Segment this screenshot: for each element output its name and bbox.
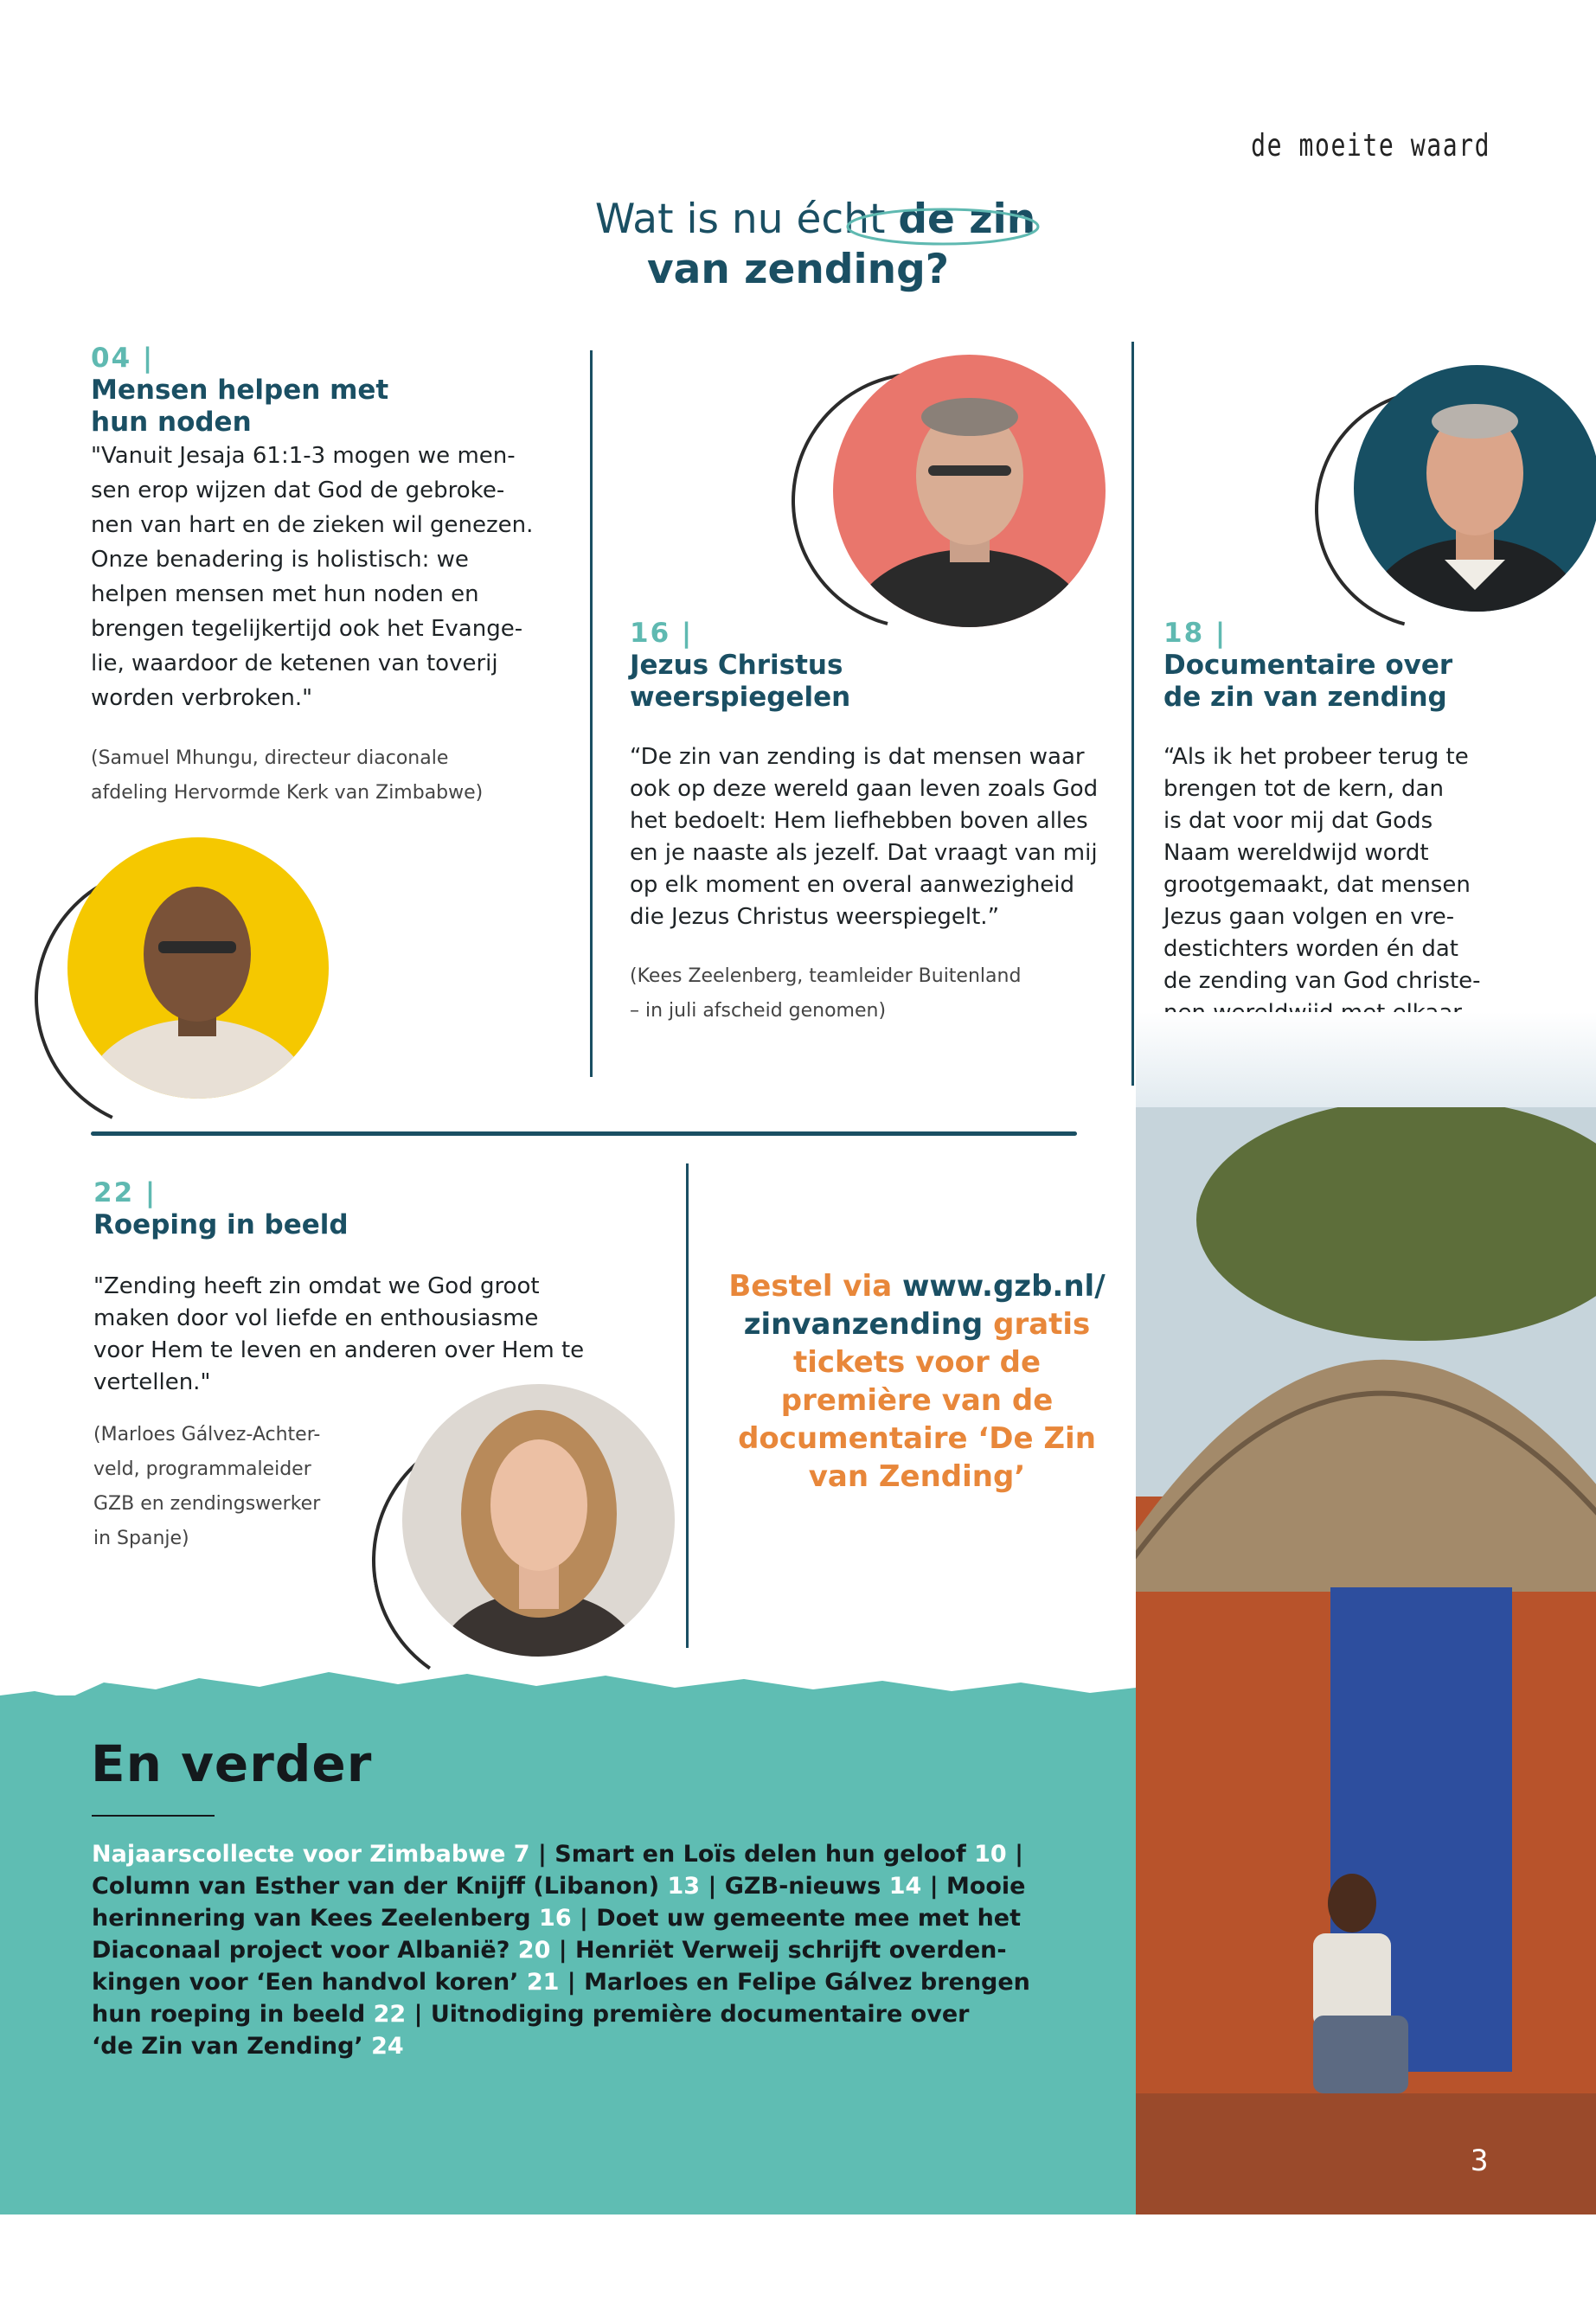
quote-line: is dat voor mij dat Gods xyxy=(1163,808,1433,834)
column-divider xyxy=(590,350,593,1077)
article-number: 04 | xyxy=(91,343,155,374)
column-divider xyxy=(686,1163,689,1648)
toc-line xyxy=(92,1902,1112,1934)
quote-line: het bedoelt: Hem liefhebben boven alles xyxy=(630,808,1088,834)
article-quote xyxy=(91,439,558,715)
toc-highlight: 16 xyxy=(539,1905,572,1932)
portrait-jaap-haasnoot xyxy=(1354,365,1596,612)
person-avatar-icon xyxy=(67,837,329,1099)
quote-line: maken door vol liefde en enthousiasme xyxy=(93,1305,539,1331)
citation-line: – in juli afscheid genomen) xyxy=(630,1000,887,1022)
citation-line: in Spanje) xyxy=(93,1528,189,1549)
portrait-kees-zeelenberg xyxy=(833,355,1106,627)
toc-text: | xyxy=(1006,1841,1023,1868)
quote-line: en je naaste als jezelf. Dat vraagt van mij xyxy=(630,840,1098,866)
article-title-line: weerspiegelen xyxy=(630,682,851,713)
article-number: 16 | xyxy=(630,618,694,649)
article-04 xyxy=(91,342,558,811)
headline-bold: de zin xyxy=(898,195,1036,243)
promo-line: première van de xyxy=(780,1383,1054,1418)
article-title-line: de zin van zending xyxy=(1163,682,1447,713)
toc-highlight: 13 xyxy=(667,1873,701,1900)
quote-line: "Vanuit Jesaja 61:1-3 mogen we men- xyxy=(91,443,516,469)
toc-highlight: 14 xyxy=(888,1873,922,1900)
promo-text-part: gratis xyxy=(983,1307,1091,1342)
citation-line: (Marloes Gálvez-Achter- xyxy=(93,1424,321,1445)
quote-line: Onze benadering is holistisch: we xyxy=(91,547,469,573)
citation-line: afdeling Hervormde Kerk van Zimbabwe) xyxy=(91,782,484,804)
toc-line xyxy=(92,2030,1112,2062)
table-of-contents xyxy=(92,1838,1112,2062)
toc-line xyxy=(92,1934,1112,1966)
toc-text: | Smart en Loïs delen hun geloof xyxy=(529,1841,975,1868)
article-18 xyxy=(1163,617,1527,1061)
promo-line: van Zending’ xyxy=(808,1459,1026,1494)
quote-line: op elk moment en overal aanwezigheid xyxy=(630,872,1075,898)
quote-line: brengen tegelijkertijd ook het Evange- xyxy=(91,616,523,642)
article-title-line: Mensen helpen met xyxy=(91,375,389,406)
page-number: 3 xyxy=(1471,2144,1489,2178)
article-quote xyxy=(630,741,1114,933)
quote-line: nen van hart en de zieken wil genezen. xyxy=(91,512,534,538)
toc-highlight: 22 xyxy=(373,2001,407,2028)
toc-text: | Doet uw gemeente mee met het xyxy=(571,1905,1022,1932)
quote-line: sen erop wijzen dat God de gebroke- xyxy=(91,478,505,503)
headline-light: Wat is nu écht xyxy=(594,195,886,243)
toc-text: herinnering van Kees Zeelenberg xyxy=(92,1905,540,1932)
quote-line: brengen tot de kern, dan xyxy=(1163,776,1444,802)
section-divider xyxy=(91,1131,1077,1136)
article-title-line: hun noden xyxy=(91,407,252,438)
column-divider xyxy=(1131,342,1134,1086)
toc-text: | Marloes en Felipe Gálvez brengen xyxy=(559,1969,1030,1996)
quote-line: voor Hem te leven en anderen over Hem te xyxy=(93,1337,585,1363)
toc-text: kingen voor ‘Een handvol koren’ xyxy=(92,1969,527,1996)
article-title-line: Roeping in beeld xyxy=(93,1209,349,1240)
quote-line: Naam wereldwijd wordt xyxy=(1163,840,1429,866)
promo-text xyxy=(709,1267,1125,1496)
promo-prefix: Bestel via xyxy=(728,1269,902,1304)
en-verder-heading: En verder xyxy=(91,1734,373,1793)
quote-line: lie, waardoor de ketenen van toverij xyxy=(91,651,498,676)
toc-highlight: Najaarscollecte voor Zimbabwe 7 xyxy=(92,1841,530,1868)
quote-line: “Als ik het probeer terug te xyxy=(1163,744,1469,770)
quote-line: vertellen." xyxy=(93,1369,211,1395)
quote-line: "Zending heeft zin omdat we God groot xyxy=(93,1273,540,1299)
portrait-marloes-galvez xyxy=(402,1384,675,1657)
toc-text: | Uitnodiging première documentaire over xyxy=(406,2001,970,2028)
quote-line: destichters worden én dat xyxy=(1163,936,1458,962)
quote-line: worden verbroken." xyxy=(91,685,313,711)
promo-line: documentaire ‘De Zin xyxy=(738,1421,1096,1456)
toc-line xyxy=(92,1838,1112,1870)
article-quote xyxy=(93,1271,630,1399)
quote-line: helpen mensen met hun noden en xyxy=(91,581,479,607)
page-headline xyxy=(0,195,1596,295)
citation-line: (Samuel Mhungu, directeur diaconale xyxy=(91,747,449,769)
article-number: 22 | xyxy=(93,1177,157,1208)
toc-text: | Mooie xyxy=(921,1873,1026,1900)
toc-line xyxy=(92,1966,1112,1998)
article-number: 18 | xyxy=(1163,618,1227,649)
toc-line xyxy=(92,1998,1112,2030)
quote-line: die Jezus Christus weerspiegelt.” xyxy=(630,904,1000,930)
quote-line: ook op deze wereld gaan leven zoals God xyxy=(630,776,1099,802)
portrait-samuel-mhungu xyxy=(67,837,329,1099)
article-citation xyxy=(91,741,558,811)
toc-line xyxy=(92,1870,1112,1902)
toc-text: Diaconaal project voor Albanië? xyxy=(92,1937,518,1964)
toc-highlight: 24 xyxy=(371,2033,404,2060)
promo-line: tickets voor de xyxy=(792,1345,1042,1380)
promo-url[interactable]: zinvanzending xyxy=(743,1307,984,1342)
quote-line: Jezus gaan volgen en vre- xyxy=(1163,904,1455,930)
headline-line2: van zending? xyxy=(647,246,949,293)
promo-url[interactable]: www.gzb.nl/ xyxy=(901,1269,1106,1304)
article-title-line: Documentaire over xyxy=(1163,650,1453,681)
person-avatar-icon xyxy=(1354,365,1596,612)
toc-text: hun roeping in beeld xyxy=(92,2001,374,2028)
toc-highlight: 20 xyxy=(517,1937,551,1964)
quote-line: “De zin van zending is dat mensen waar xyxy=(630,744,1085,770)
photo-hut-woman xyxy=(1136,1107,1596,2214)
toc-text: | Henriët Verweij schrijft overden- xyxy=(550,1937,1007,1964)
citation-line: GZB en zendingswerker xyxy=(93,1493,321,1515)
toc-text: Column van Esther van der Knijff (Libanon) xyxy=(92,1873,668,1900)
toc-highlight: 21 xyxy=(526,1969,560,1996)
person-avatar-icon xyxy=(833,355,1106,627)
article-16 xyxy=(630,617,1114,1029)
magazine-section-label: de moeite waard xyxy=(1251,128,1490,163)
quote-line: grootgemaakt, dat mensen xyxy=(1163,872,1471,898)
article-title-line: Jezus Christus xyxy=(630,650,843,681)
quote-line: de zending van God christe- xyxy=(1163,968,1481,994)
citation-line: veld, programmaleider xyxy=(93,1458,311,1480)
heading-underline xyxy=(92,1815,215,1817)
toc-text: | GZB-nieuws xyxy=(700,1873,889,1900)
toc-highlight: 10 xyxy=(974,1841,1007,1868)
article-citation xyxy=(630,959,1114,1029)
hut-photo-icon xyxy=(1136,1107,1596,2214)
headline-swoosh xyxy=(843,201,1042,253)
person-avatar-icon xyxy=(402,1384,675,1657)
citation-line: (Kees Zeelenberg, teamleider Buitenland xyxy=(630,965,1022,987)
toc-text: ‘de Zin van Zending’ xyxy=(92,2033,372,2060)
